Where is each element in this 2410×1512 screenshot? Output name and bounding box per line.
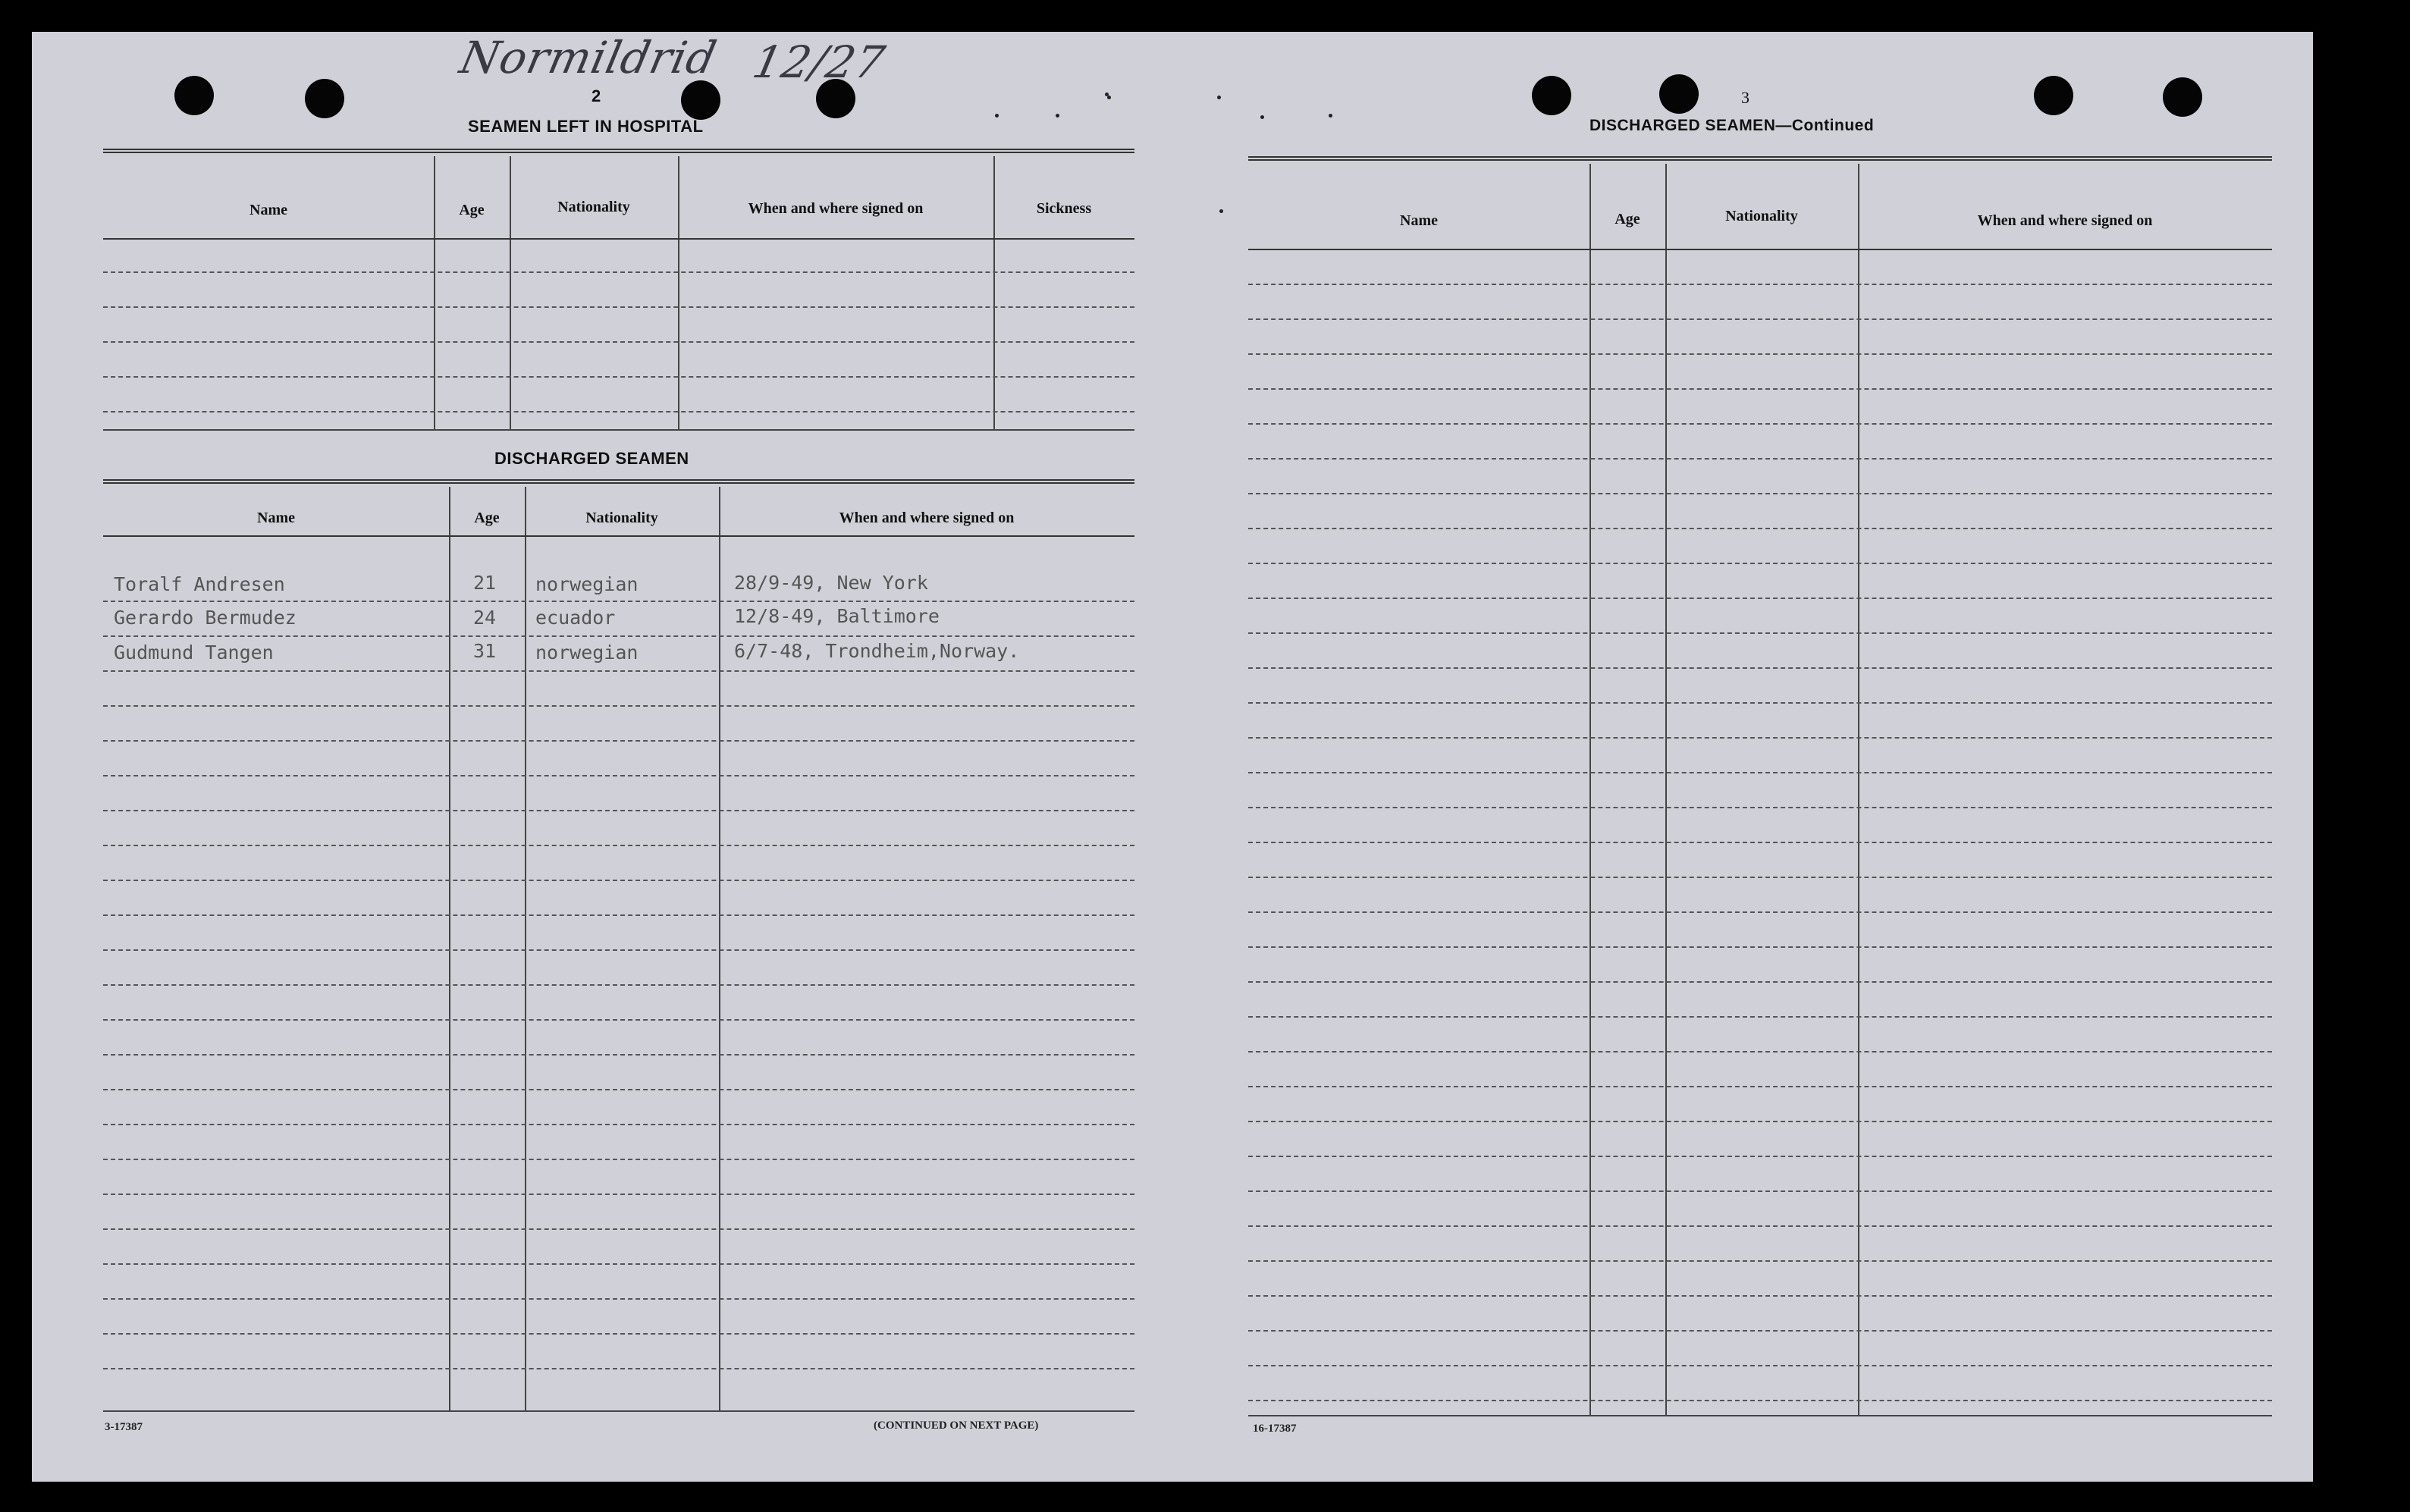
- continued-header-nationality: Nationality: [1725, 208, 1798, 224]
- row-1-age: 21: [473, 572, 497, 594]
- punch-hole: [2034, 76, 2073, 115]
- punch-hole: [1532, 76, 1571, 115]
- row-1-name: Toralf Andresen: [114, 573, 285, 595]
- discharged-header-nationality: Nationality: [585, 510, 658, 526]
- discharged-header-name: Name: [257, 510, 295, 526]
- discharged-continued-table: [1248, 156, 2272, 1415]
- punch-hole: [2163, 77, 2202, 117]
- discharged-section-title: DISCHARGED SEAMEN: [494, 449, 689, 468]
- row-2-nationality: ecuador: [535, 607, 616, 629]
- row-3-nationality: norwegian: [535, 642, 639, 663]
- hospital-header-nationality: Nationality: [557, 199, 630, 215]
- continued-header-age: Age: [1615, 211, 1640, 227]
- row-3-age: 31: [473, 640, 497, 662]
- discharged-header-age: Age: [474, 510, 500, 526]
- hospital-section-title: SEAMEN LEFT IN HOSPITAL: [468, 117, 704, 136]
- row-2-name: Gerardo Bermudez: [114, 607, 297, 629]
- discharged-header-signed-on: When and where signed on: [839, 510, 1015, 526]
- hospital-header-age: Age: [459, 202, 485, 218]
- punch-hole: [174, 76, 214, 115]
- handwritten-ship-name: Normildrid: [455, 32, 722, 83]
- punch-hole: [681, 80, 720, 120]
- row-3-name: Gudmund Tangen: [114, 642, 274, 663]
- row-3-signed-on: 6/7-48, Trondheim,Norway.: [734, 640, 1020, 662]
- hospital-header-sickness: Sickness: [1036, 200, 1092, 217]
- right-form-number: 16-17387: [1253, 1423, 1297, 1435]
- continued-note: (CONTINUED ON NEXT PAGE): [874, 1419, 1039, 1432]
- row-1-nationality: norwegian: [535, 573, 639, 595]
- discharged-continued-title: DISCHARGED SEAMEN—Continued: [1589, 117, 1875, 134]
- hospital-header-signed-on: When and where signed on: [748, 200, 924, 217]
- page-number: 3: [1741, 88, 1749, 107]
- continued-header-name: Name: [1400, 212, 1438, 229]
- discharged-table: [103, 479, 1134, 1410]
- continued-header-signed-on: When and where signed on: [1977, 212, 2153, 229]
- hospital-header-name: Name: [249, 202, 287, 218]
- handwritten-date: 12/27: [748, 36, 890, 88]
- punch-hole: [1659, 74, 1699, 114]
- page-number: 2: [592, 86, 601, 105]
- row-1-signed-on: 28/9-49, New York: [734, 572, 928, 594]
- row-2-age: 24: [473, 607, 497, 629]
- left-form-number: 3-17387: [105, 1421, 143, 1433]
- hospital-table: [103, 149, 1134, 429]
- row-2-signed-on: 12/8-49, Baltimore: [734, 605, 940, 627]
- punch-hole: [305, 79, 344, 118]
- document-sheet: [32, 32, 2313, 1482]
